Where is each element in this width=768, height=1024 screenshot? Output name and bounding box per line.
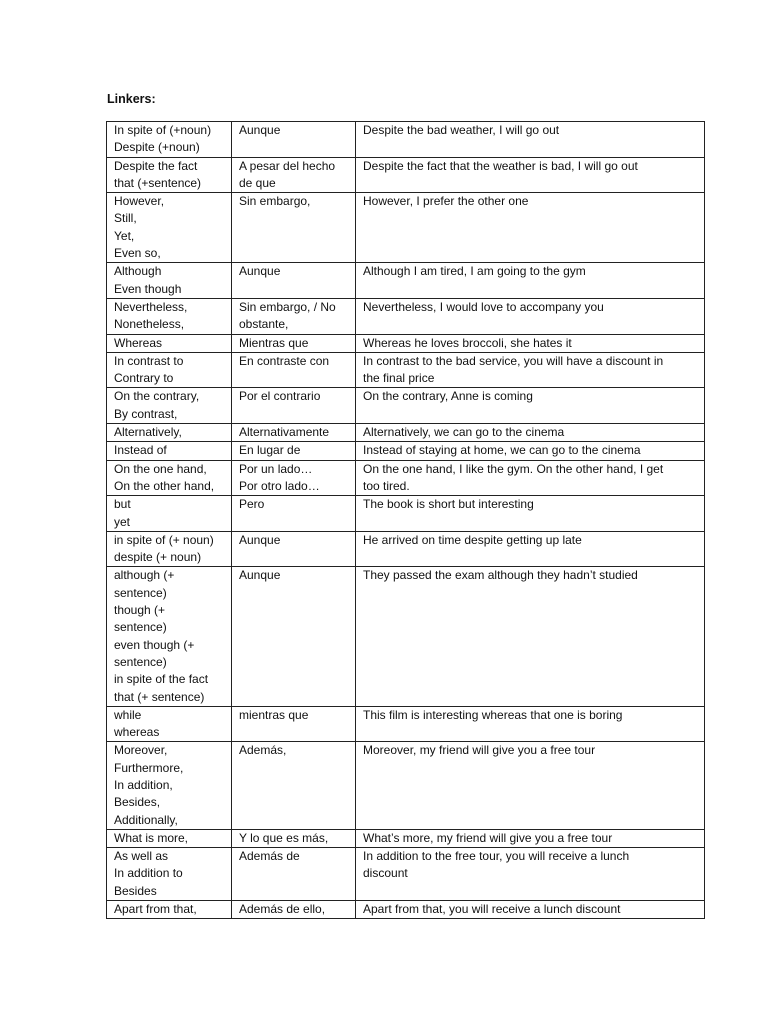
spanish-translation-cell: Además de ello, [232, 901, 356, 919]
english-linker-cell: Instead of [107, 442, 232, 460]
spanish-translation-cell: mientras que [232, 706, 356, 742]
spanish-translation-cell: Además, [232, 742, 356, 829]
spanish-translation-cell: Pero [232, 496, 356, 532]
example-sentence-cell: On the one hand, I like the gym. On the other hand, I get too tired. [356, 460, 705, 496]
example-sentence-cell: What’s more, my friend will give you a free tour [356, 829, 705, 847]
spanish-translation-cell: Mientras que [232, 334, 356, 352]
spanish-translation-cell: Además de [232, 848, 356, 901]
table-row [107, 442, 705, 460]
spanish-translation-cell: Sin embargo, / No obstante, [232, 298, 356, 334]
english-linker-cell: In contrast to Contrary to [107, 352, 232, 388]
example-sentence-cell: In contrast to the bad service, you will have a discount in the final price [356, 352, 705, 388]
spanish-translation-cell: Aunque [232, 263, 356, 299]
example-sentence-cell: The book is short but interesting [356, 496, 705, 532]
spanish-translation-cell: Y lo que es más, [232, 829, 356, 847]
spanish-translation-cell: Alternativamente [232, 424, 356, 442]
english-linker-cell: although (+ sentence) though (+ sentence) even though (+ sentence) in spite of the fact that (+ sentence) [107, 567, 232, 706]
table-row [107, 706, 705, 742]
example-sentence-cell: Although I am tired, I am going to the gym [356, 263, 705, 299]
table-row [107, 388, 705, 424]
spanish-translation-cell: Sin embargo, [232, 193, 356, 263]
english-linker-cell: Moreover, Furthermore, In addition, Besides, Additionally, [107, 742, 232, 829]
english-linker-cell: while whereas [107, 706, 232, 742]
english-linker-cell: but yet [107, 496, 232, 532]
example-sentence-cell: He arrived on time despite getting up late [356, 531, 705, 567]
table-row [107, 122, 705, 158]
linkers-table [106, 121, 705, 919]
table-row [107, 193, 705, 263]
example-sentence-cell: Despite the fact that the weather is bad, I will go out [356, 157, 705, 193]
english-linker-cell: Apart from that, [107, 901, 232, 919]
english-linker-cell: Despite the fact that (+sentence) [107, 157, 232, 193]
linkers-table-body [107, 122, 705, 919]
example-sentence-cell: They passed the exam although they hadn’t studied [356, 567, 705, 706]
english-linker-cell: As well as In addition to Besides [107, 848, 232, 901]
example-sentence-cell: Whereas he loves broccoli, she hates it [356, 334, 705, 352]
spanish-translation-cell: En lugar de [232, 442, 356, 460]
english-linker-cell: Although Even though [107, 263, 232, 299]
table-row [107, 424, 705, 442]
spanish-translation-cell: Aunque [232, 122, 356, 158]
table-row [107, 848, 705, 901]
english-linker-cell: On the one hand, On the other hand, [107, 460, 232, 496]
spanish-translation-cell: Por un lado… Por otro lado… [232, 460, 356, 496]
example-sentence-cell: This film is interesting whereas that one is boring [356, 706, 705, 742]
example-sentence-cell: Apart from that, you will receive a lunch discount [356, 901, 705, 919]
spanish-translation-cell: Por el contrario [232, 388, 356, 424]
english-linker-cell: In spite of (+noun) Despite (+noun) [107, 122, 232, 158]
example-sentence-cell: Instead of staying at home, we can go to the cinema [356, 442, 705, 460]
english-linker-cell: However, Still, Yet, Even so, [107, 193, 232, 263]
english-linker-cell: What is more, [107, 829, 232, 847]
example-sentence-cell: Nevertheless, I would love to accompany you [356, 298, 705, 334]
table-row [107, 901, 705, 919]
document-title: Linkers: [107, 92, 156, 106]
english-linker-cell: Alternatively, [107, 424, 232, 442]
english-linker-cell: Whereas [107, 334, 232, 352]
table-row [107, 531, 705, 567]
example-sentence-cell: In addition to the free tour, you will receive a lunch discount [356, 848, 705, 901]
table-row [107, 334, 705, 352]
table-row [107, 829, 705, 847]
example-sentence-cell: On the contrary, Anne is coming [356, 388, 705, 424]
example-sentence-cell: Despite the bad weather, I will go out [356, 122, 705, 158]
example-sentence-cell: However, I prefer the other one [356, 193, 705, 263]
example-sentence-cell: Moreover, my friend will give you a free tour [356, 742, 705, 829]
table-row [107, 157, 705, 193]
spanish-translation-cell: A pesar del hecho de que [232, 157, 356, 193]
table-row [107, 567, 705, 706]
table-row [107, 352, 705, 388]
table-row [107, 263, 705, 299]
table-row [107, 742, 705, 829]
spanish-translation-cell: Aunque [232, 531, 356, 567]
table-row [107, 496, 705, 532]
table-row [107, 460, 705, 496]
table-row [107, 298, 705, 334]
spanish-translation-cell: En contraste con [232, 352, 356, 388]
english-linker-cell: On the contrary, By contrast, [107, 388, 232, 424]
english-linker-cell: in spite of (+ noun) despite (+ noun) [107, 531, 232, 567]
example-sentence-cell: Alternatively, we can go to the cinema [356, 424, 705, 442]
english-linker-cell: Nevertheless, Nonetheless, [107, 298, 232, 334]
spanish-translation-cell: Aunque [232, 567, 356, 706]
